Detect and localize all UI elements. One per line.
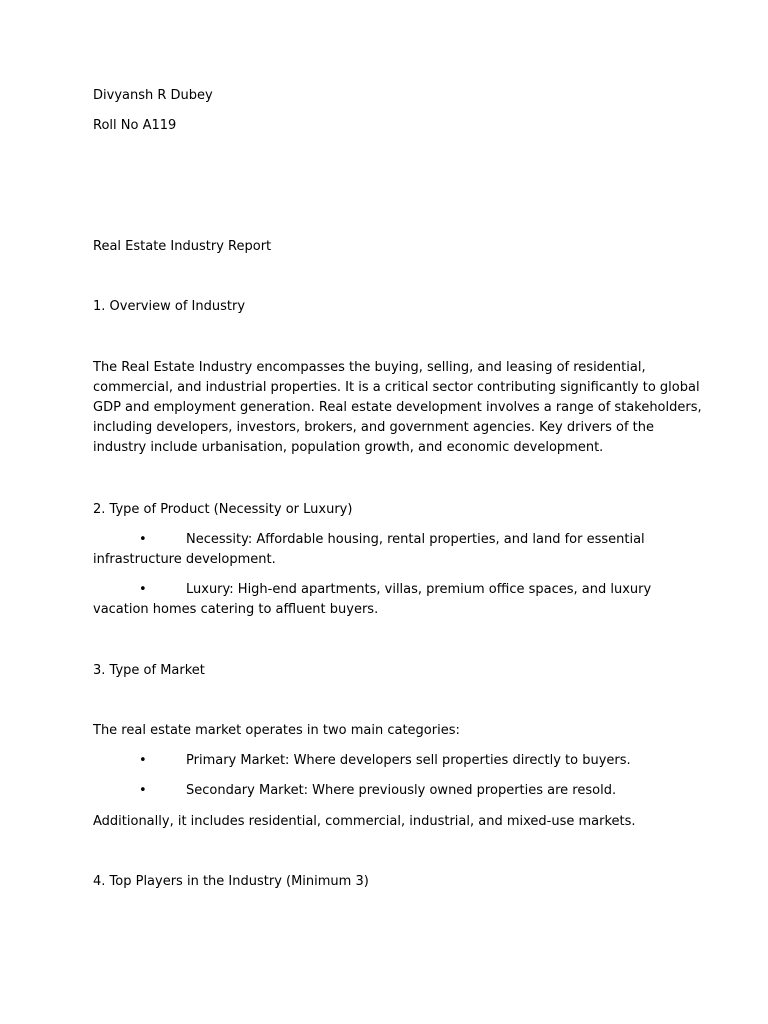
- section-1-heading: 1. Overview of Industry: [93, 299, 246, 314]
- primary-market-bullet: Primary Market: Where developers sell properties directly to buyers.: [186, 753, 631, 768]
- luxury-bullet-continuation: vacation homes catering to affluent buyers.: [93, 602, 379, 617]
- bullet-marker: •: [139, 532, 147, 547]
- necessity-bullet-continuation: infrastructure development.: [93, 552, 276, 567]
- roll-number: Roll No A119: [93, 118, 177, 133]
- necessity-bullet-text: Necessity: Affordable housing, rental properties, and land for essential: [186, 532, 645, 547]
- author-name: Divyansh R Dubey: [93, 88, 213, 103]
- luxury-bullet-text: Luxury: High-end apartments, villas, premium office spaces, and luxury: [186, 582, 652, 597]
- bullet-marker: •: [139, 783, 147, 798]
- section-1-paragraph-line: The Real Estate Industry encompasses the buying, selling, and leasing of residential,: [93, 360, 646, 375]
- bullet-marker: •: [139, 582, 147, 597]
- section-1-paragraph-line: GDP and employment generation. Real estate development involves a range of stakeholders,: [93, 400, 702, 415]
- section-1-paragraph-line: commercial, and industrial properties. It is a critical sector contributing significantly to global: [93, 380, 700, 395]
- report-title: Real Estate Industry Report: [93, 239, 272, 254]
- secondary-market-bullet: Secondary Market: Where previously owned properties are resold.: [186, 783, 617, 798]
- section-2-heading: 2. Type of Product (Necessity or Luxury): [93, 502, 353, 517]
- section-3-outro: Additionally, it includes residential, commercial, industrial, and mixed-use markets.: [93, 814, 636, 829]
- section-3-heading: 3. Type of Market: [93, 663, 205, 678]
- section-1-paragraph-line: including developers, investors, brokers, and government agencies. Key drivers of the: [93, 420, 655, 435]
- bullet-marker: •: [139, 753, 147, 768]
- section-3-intro: The real estate market operates in two main categories:: [93, 723, 460, 738]
- section-4-heading: 4. Top Players in the Industry (Minimum 3): [93, 874, 369, 889]
- section-1-paragraph-line: industry include urbanisation, population growth, and economic development.: [93, 440, 604, 455]
